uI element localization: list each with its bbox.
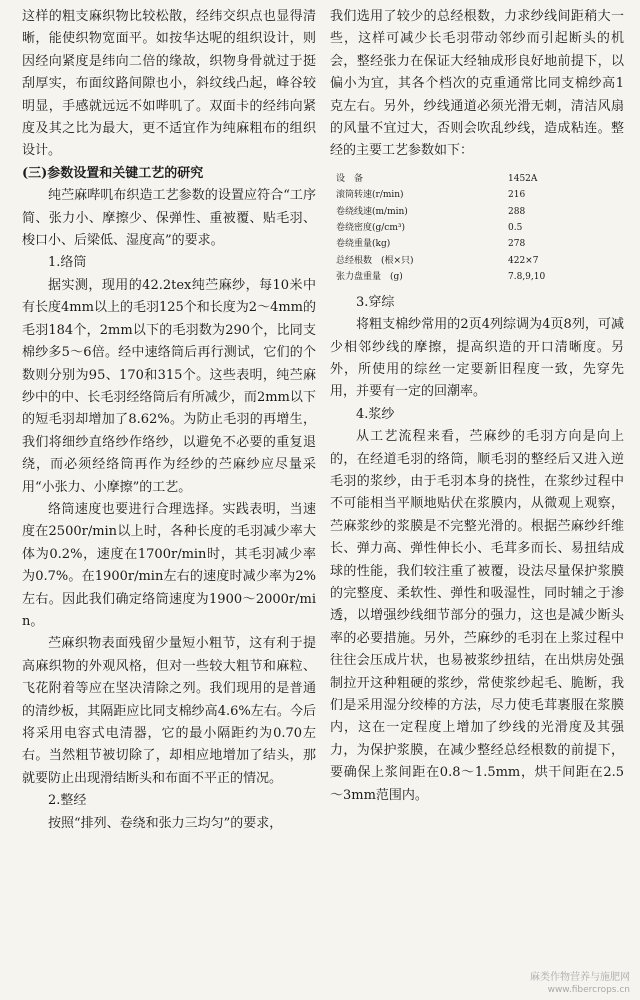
subheading-drawing-in: 3.穿综 [356,294,395,310]
table-row [336,220,606,236]
table-row [336,204,606,220]
watermark-url: www.fibercrops.cn [547,985,630,995]
param-key: 总经根数 (根×只) [336,255,414,266]
paragraph: 据实测，现用的42.2tex纯苎麻纱，每10米中有长度4mm以上的毛羽125个和长度为2～4mm的毛羽184个，2mm以下的毛羽数为290个，比同支棉纱多5～6倍。经中速络筒后再行测试，它们的个数则分别为95、170和315个。这些表明，纯苎麻纱中的中、长毛羽经络筒后有所减少，而2mm以下的短毛羽却增加了8.62%。为防止毛羽的再增生，我们将细纱直络纱作络纱，以避免不必要的重复退绕，而必须经络筒再作为经纱的苎麻纱应尽量采用“小张力、小摩擦”的工艺。 [22,277,316,495]
paragraph: 从工艺流程来看，苎麻纱的毛羽方向是向上的，在经道毛羽的络筒，顺毛羽的整经后又进入逆毛羽的浆纱，由于毛羽本身的挠性，在浆纱过程中不可能相当平顺地贴伏在浆膜内，从微观上观察，苎麻浆纱的浆膜是不完整光滑的。根据苎麻纱纤维长、弹力高、弹性伸长小、毛茸多而长、易扭结成球的性能，我们较注重了被覆，设法尽量保护浆膜的完整度、柔软性、弹性和吸湿性，同时辅之于渗透，以增强纱线细节部分的强力，这也是减少断头率的必要措施。另外，苎麻纱的毛羽在上浆过程中往往会压成片状，也易被浆纱扭结，在出烘房处强制拉开这种粗硬的浆纱，常使浆纱起毛、脆断，我们是采用湿分绞棒的方法，尽力使毛茸裹服在浆膜内，这在一定程度上增加了纱线的光滑度及其强力，为保护浆膜，在减少整经总经根数的前提下，要确保上浆间距在0.8～1.5mm，烘干间距在2.5～3mm范围内。 [330,429,624,803]
paragraph: 络筒速度也要进行合理选择。实践表明，当速度在2500r/min以上时，各种长度的毛羽减少率大体为0.2%，速度在1700r/min时，其毛羽减少率为0.7%。在1900r/min左右的速度时减少率为2%左右。因此我们确定络筒速度为1900～2000r/min。 [22,501,316,629]
table-row [336,171,606,187]
param-value: 7.8,9,10 [508,272,546,283]
paragraph: 纯苎麻哔叽布织造工艺参数的设置应符合“工序简、张力小、摩擦少、保弹性、重被覆、贴毛羽、梭口小、后梁低、湿度高”的要求。 [22,188,316,249]
paragraph: 我们选用了较少的总经根数，力求纱线间距稍大一些，这样可减少长毛羽带动邻纱而引起断头的机会，整经张力在保证大经轴成形良好地前提下，以偏小为宜，其各个档次的克重通常比同支棉纱高1克左右。另外，纱线通道必须光滑无刺，清洁风扇的风量不宜过大，否则会吹乱纱线，造成粘连。整经的主要工艺参数如下： [330,9,624,159]
subheading-warping: 2.整经 [48,793,87,809]
param-value: 278 [508,239,526,250]
table-row [336,253,606,269]
param-key: 设 备 [336,173,364,184]
param-value: 0.5 [508,223,523,234]
paragraph: 这样的粗支麻织物比较松散，经纬交织点也显得清晰，能使织物宽面平。如按华达呢的组织设计，则因经向紧度是纬向二倍的缘故，织物身骨就过于挺刮厚实，布面纹路间隙也小，斜纹线凸起，峰谷较明显，手感就远远不如哔叽了。双面卡的经纬向紧度及其之比为最大，更不适宜作为纯麻粗布的组织设计。 [22,9,316,159]
param-key: 卷绕密度(g/cm³) [336,223,405,234]
paragraph: 苎麻织物表面残留少量短小粗节，这有利于提高麻织物的外观风格，但对一些较大粗节和麻粒、飞花附着等应在坚决清除之列。我们现用的是普通的清纱板，其隔距应比同支棉纱高4.6%左右。今后将采用电容式电清器，它的最小隔距约为0.70左右。当然粗节被切除了，却相应地增加了结头，那就要防止出现滑结断头和布面不平正的情况。 [22,636,316,786]
param-key: 滚筒转速(r/min) [336,190,404,201]
param-value: 1452A [508,173,538,184]
warping-parameter-table [336,171,606,286]
subheading-winding: 1.络筒 [48,255,87,271]
param-key: 卷绕线速(m/min) [336,206,408,217]
paragraph: 将粗支棉纱常用的2页4列综调为4页8列，可减少相邻纱线的摩擦，提高织造的开口清晰度。另外，所使用的综丝一定要新旧程度一致，先穿先用，并要有一定的回潮率。 [330,317,624,400]
table-row [336,236,606,252]
right-column [330,6,624,807]
param-value: 216 [508,190,526,201]
subheading-sizing: 4.浆纱 [356,406,395,422]
param-key: 卷绕重量(kg) [336,239,391,250]
param-value: 288 [508,206,526,217]
table-row [336,187,606,203]
param-value: 422×7 [508,255,539,266]
param-key: 张力盘重量 (g) [336,272,403,283]
left-column [22,6,316,835]
paragraph: 按照“排列、卷绕和张力三均匀”的要求， [48,815,283,831]
section-heading: (三)参数设置和关键工艺的研究 [22,165,204,181]
table-row [336,269,606,285]
site-watermark [530,972,630,996]
watermark-title: 麻类作物营养与施肥网 [530,972,630,983]
